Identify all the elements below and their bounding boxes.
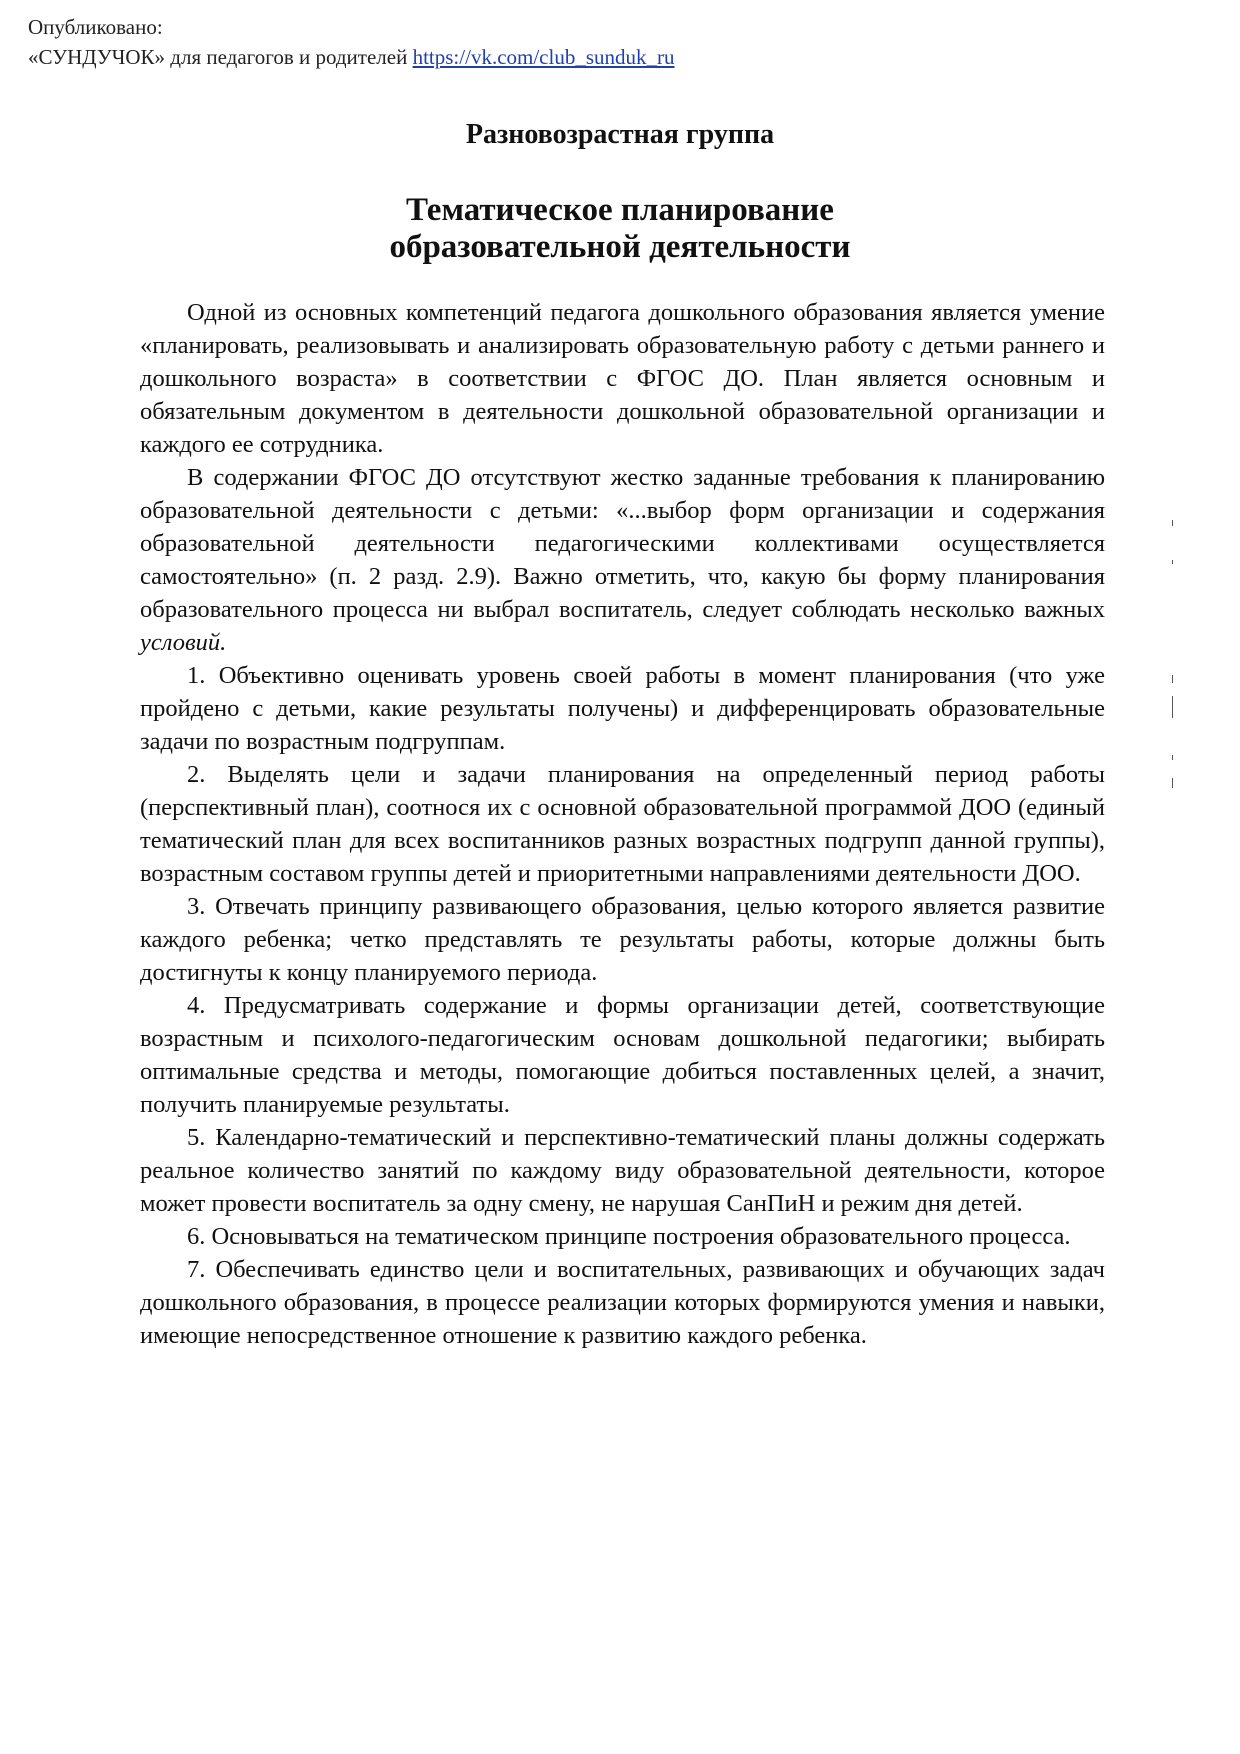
source-line <box>28 42 675 72</box>
list-item-1: 1. Объективно оценивать уровень своей работы в момент планирования (что уже пройдено с детьми, какие результаты получены) и дифференцировать образовательные задачи по возрастным подгруппам. <box>140 662 1105 755</box>
list-item-5: 5. Календарно-тематический и перспективно-тематический планы должны содержать реальное количество занятий по каждому виду образовательной деятельности, которое может провести воспитатель за одну смену, не нарушая СанПиН и режим дня детей. <box>140 1124 1105 1217</box>
paragraph-requirements <box>140 461 1105 659</box>
list-item-7: 7. Обеспечивать единство цели и воспитательных, развивающих и обучающих задач дошкольного образования, в процессе реализации которых формируются умения и навыки, имеющие непосредственное отношение к развитию каждого ребенка. <box>140 1256 1105 1349</box>
scan-mark <box>1172 560 1173 564</box>
paragraph-requirements-text: В содержании ФГОС ДО отсутствуют жестко заданные требования к планированию образовательной деятельности с детьми: «...выбор форм организации и содержания образовательной деятельности педагогическими коллективами осуществляется самостоятельно» (п. 2 разд. 2.9). Важно отметить, что, какую бы форму планирования образовательного процесса ни выбрал воспитатель, следует соблюдать несколько важных <box>140 464 1105 623</box>
scan-mark <box>1172 675 1173 683</box>
source-link[interactable]: https://vk.com/club_sunduk_ru <box>412 45 675 69</box>
scan-mark <box>1172 520 1173 526</box>
document-title <box>0 192 1240 266</box>
title-line-1: Тематическое планирование <box>406 192 834 228</box>
source-prefix: «СУНДУЧОК» для педагогов и родителей <box>28 45 413 69</box>
list-item-6: 6. Основываться на тематическом принципе построения образовательного процесса. <box>187 1223 1071 1250</box>
paragraph-intro: Одной из основных компетенций педагога дошкольного образования является умение «планировать, реализовывать и анализировать образовательную работу с детьми раннего и дошкольного возраста» в соответствии с ФГОС ДО. План является основным и обязательным документом в деятельности дошкольной образовательной организации и каждого ее сотрудника. <box>140 299 1105 458</box>
list-item-4: 4. Предусматривать содержание и формы организации детей, соответствующие возрастным и психолого-педагогическим основам дошкольной педагогики; выбирать оптимальные средства и методы, помогающие добиться поставленных целей, а значит, получить планируемые результаты. <box>140 992 1105 1118</box>
list-item-3: 3. Отвечать принципу развивающего образования, целью которого является развитие каждого ребенка; четко представлять те результаты работы, которые должны быть достигнуты к концу планируемого периода. <box>140 893 1105 986</box>
italic-word: условий. <box>140 629 227 656</box>
document-subtitle: Разновозрастная группа <box>465 119 775 150</box>
scan-mark <box>1172 696 1173 718</box>
published-label: Опубликовано: <box>28 15 163 39</box>
document-body <box>140 296 1105 1352</box>
scan-mark <box>1172 778 1173 788</box>
scan-mark <box>1172 755 1173 760</box>
publication-header <box>28 12 675 72</box>
list-item-2: 2. Выделять цели и задачи планирования на определенный период работы (перспективный план), соотнося их с основной образовательной программой ДОО (единый тематический план для всех воспитанников разных возрастных подгрупп данной группы), возрастным составом группы детей и приоритетными направлениями деятельности ДОО. <box>140 761 1105 887</box>
title-line-2: образовательной деятельности <box>389 229 851 265</box>
